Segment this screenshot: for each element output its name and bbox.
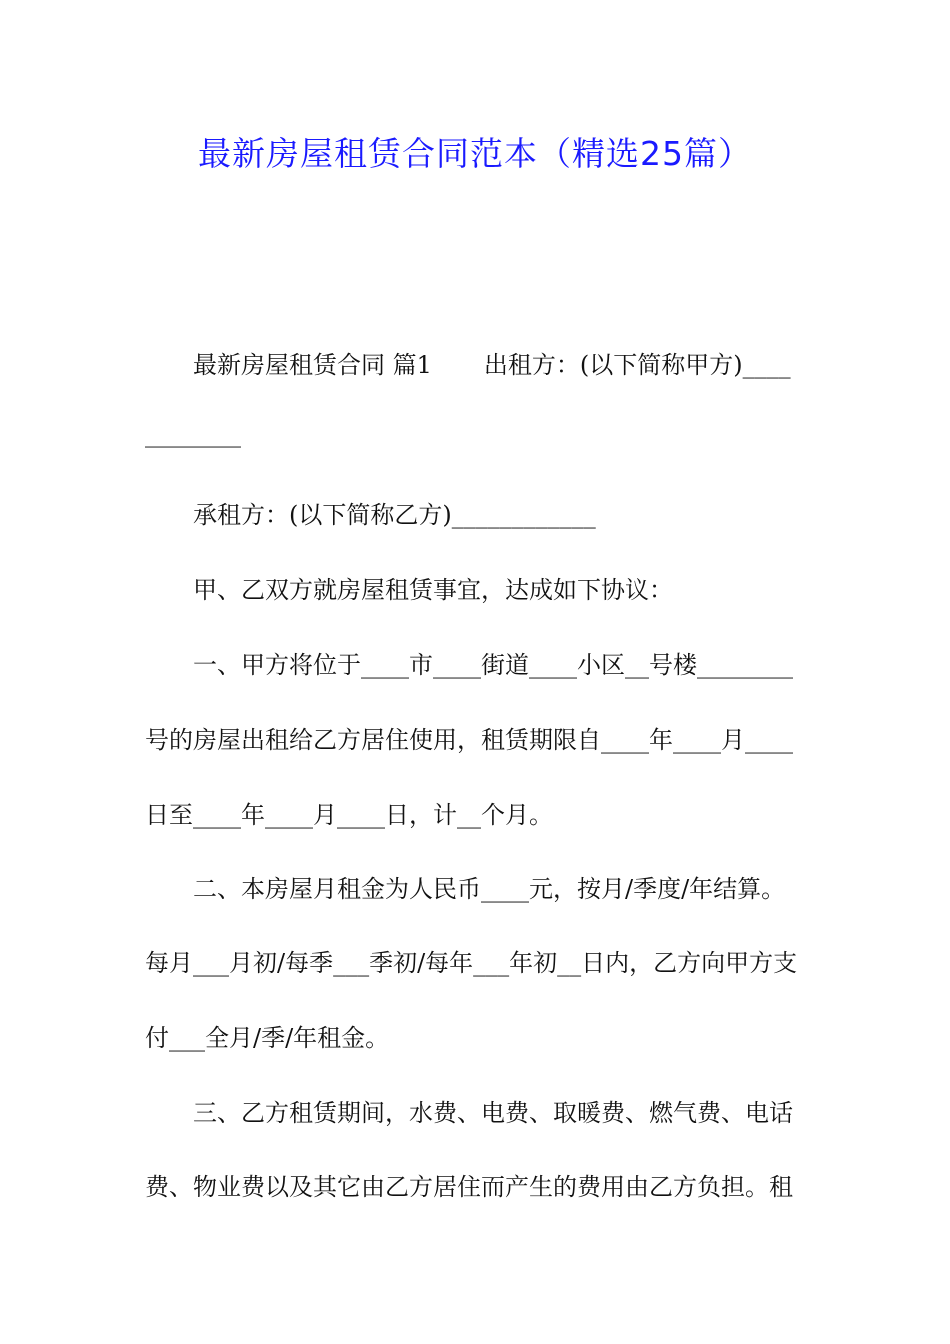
section-heading: 最新房屋租赁合同 篇1 xyxy=(193,351,432,379)
clause-1-line: 号的房屋出租给乙方居住使用，租赁期限自____年____月____ xyxy=(145,726,793,754)
lessee-line: 承租方：(以下简称乙方)____________ xyxy=(193,501,596,529)
lessor-line: 出租方：(以下简称甲方)____ xyxy=(483,351,791,379)
clause-2-line: 付___全月/季/年租金。 xyxy=(145,1024,390,1052)
clause-1-line: 日至____年____月____日，计__个月。 xyxy=(145,801,553,829)
clause-3-line: 费、物业费以及其它由乙方居住而产生的费用由乙方负担。租 xyxy=(145,1173,793,1201)
paragraph-line xyxy=(193,345,791,380)
clause-1-line: 一、甲方将位于____市____街道____小区__号楼________ xyxy=(193,651,793,679)
paragraph-line: 甲、乙双方就房屋租赁事宜，达成如下协议： xyxy=(193,576,673,604)
clause-2-line: 每月___月初/每季___季初/每年___年初__日内，乙方向甲方支 xyxy=(145,949,798,977)
clause-2-line: 二、本房屋月租金为人民币____元，按月/季度/年结算。 xyxy=(193,875,786,903)
document-title: 最新房屋租赁合同范本（精选25篇） xyxy=(198,134,752,173)
clause-3-line: 三、乙方租赁期间，水费、电费、取暖费、燃气费、电话 xyxy=(193,1099,793,1127)
paragraph-line: ________ xyxy=(145,420,241,448)
